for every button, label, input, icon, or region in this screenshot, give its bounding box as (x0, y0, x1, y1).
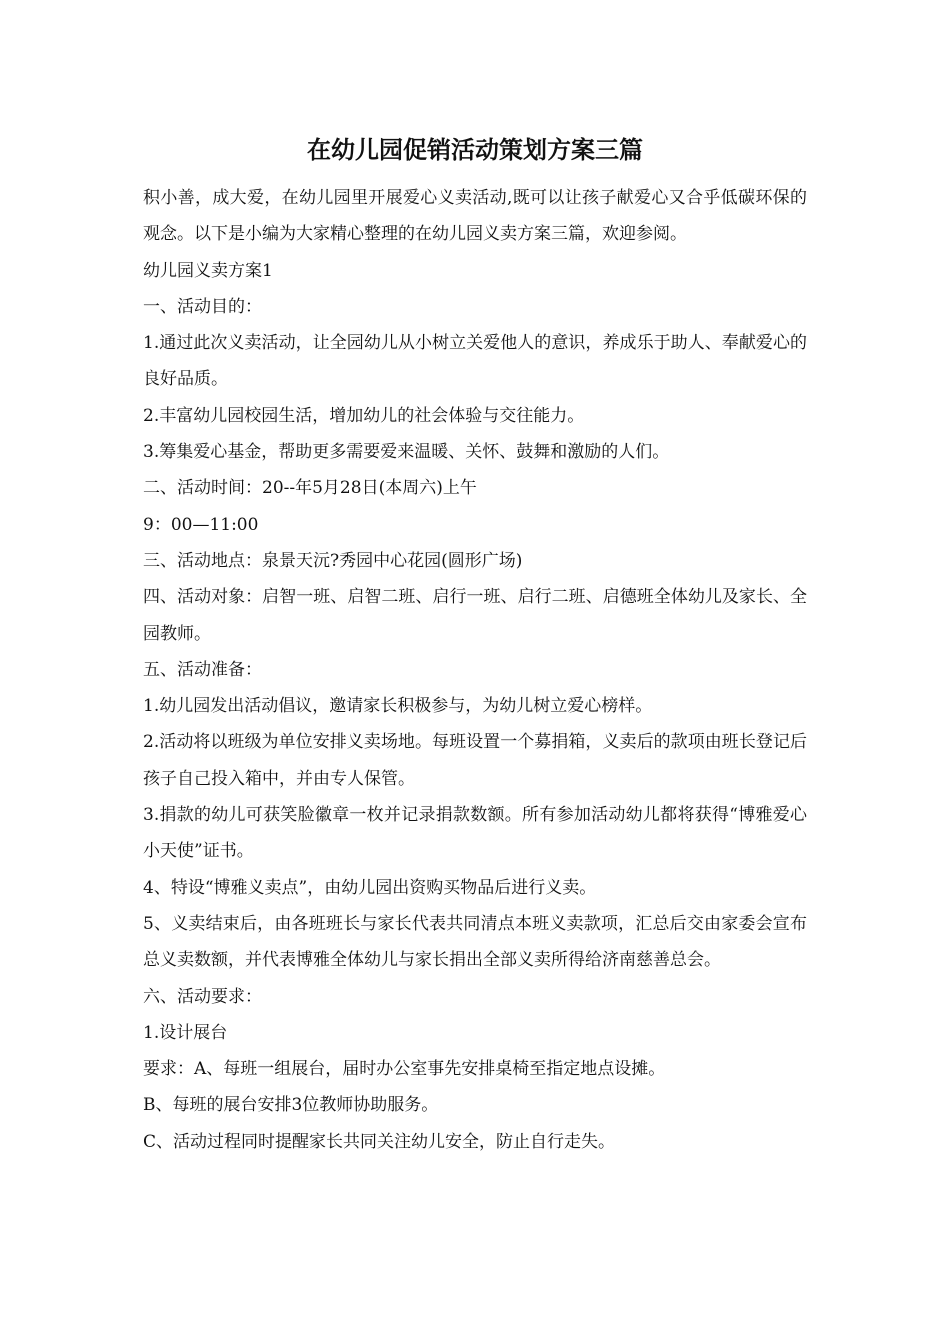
list-item: 5、义卖结束后，由各班班长与家长代表共同清点本班义卖款项，汇总后交由家委会宣布总义卖数额，并代表博雅全体幼儿与家长捐出全部义卖所得给济南慈善总会。 (143, 913, 807, 971)
list-item: 4、特设“博雅义卖点”，由幼儿园出资购买物品后进行义卖。 (143, 877, 597, 898)
list-item: 1.通过此次义卖活动，让全园幼儿从小树立关爱他人的意识，养成乐于助人、奉献爱心的良好品质。 (143, 333, 807, 390)
paragraph: 9：00—11:00 (143, 514, 259, 535)
paragraph: B、每班的展台安排3位教师协助服务。 (143, 1095, 439, 1116)
list-item: 3.筹集爱心基金，帮助更多需要爱来温暖、关怀、鼓舞和激励的人们。 (143, 442, 670, 463)
subsection-heading: 六、活动要求： (143, 986, 262, 1007)
paragraph: 要求：A、每班一组展台，届时办公室事先安排桌椅至指定地点设摊。 (143, 1059, 666, 1080)
document-title: 在幼儿园促销活动策划方案三篇 (307, 135, 643, 164)
list-item: 2.活动将以班级为单位安排义卖场地。每班设置一个募捐箱，义卖后的款项由班长登记后孩子自己投入箱中，并由专人保管。 (143, 732, 807, 789)
subsection-heading: 一、活动目的： (143, 296, 262, 317)
list-item: 1.设计展台 (143, 1022, 228, 1043)
subsection-heading: 二、活动时间：20--年5月28日(本周六)上午 (143, 478, 477, 499)
section-heading: 幼儿园义卖方案1 (143, 260, 273, 281)
document-body (143, 180, 807, 1160)
intro-paragraph: 积小善，成大爱，在幼儿园里开展爱心义卖活动,既可以让孩子献爱心又合乎低碳环保的观念。以下是小编为大家精心整理的在幼儿园义卖方案三篇，欢迎参阅。 (143, 188, 807, 245)
subsection-heading: 四、活动对象：启智一班、启智二班、启行一班、启行二班、启德班全体幼儿及家长、全园教师。 (143, 587, 807, 644)
list-item: 2.丰富幼儿园校园生活，增加幼儿的社会体验与交往能力。 (143, 405, 585, 426)
paragraph: C、活动过程同时提醒家长共同关注幼儿安全，防止自行走失。 (143, 1131, 616, 1152)
subsection-heading: 三、活动地点：泉景天沅?秀园中心花园(圆形广场) (143, 550, 523, 571)
list-item: 1.幼儿园发出活动倡议，邀请家长积极参与，为幼儿树立爱心榜样。 (143, 696, 653, 717)
subsection-heading: 五、活动准备： (143, 659, 262, 680)
list-item: 3.捐款的幼儿可获笑脸徽章一枚并记录捐款数额。所有参加活动幼儿都将获得“博雅爱心小天使”证书。 (143, 805, 807, 862)
